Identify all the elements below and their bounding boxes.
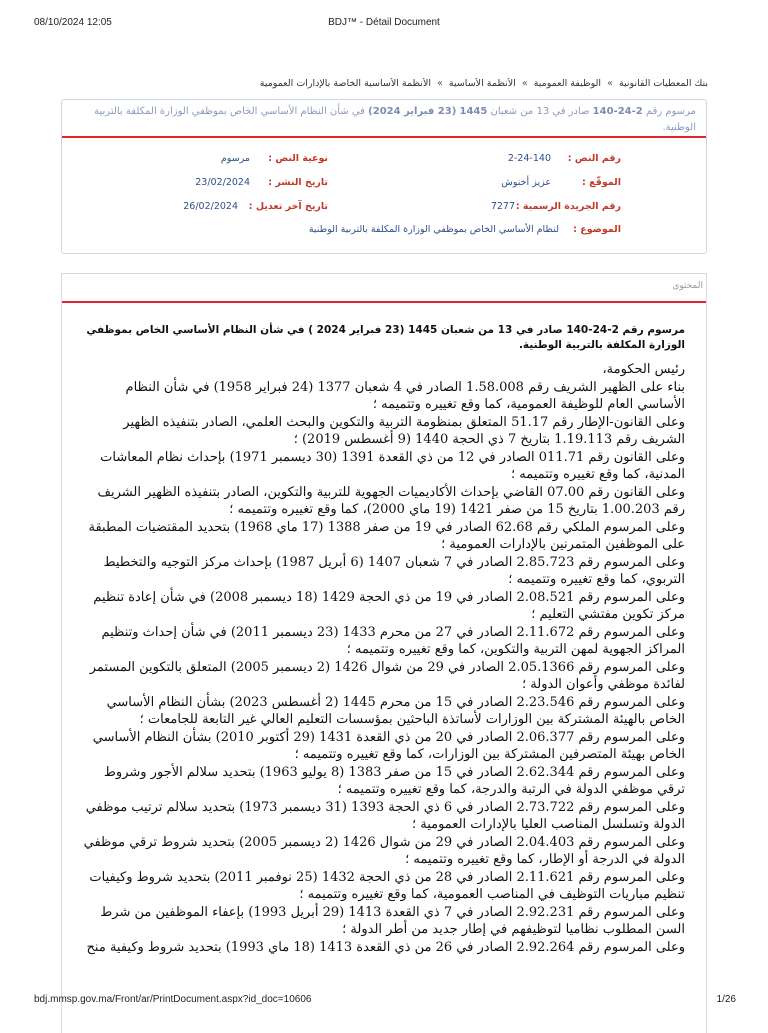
paragraph: وعلى المرسوم رقم 2.05.1366 الصادر في 29 من شوال 1426 (2 ديسمبر 2005) المتعلق بالتكوين المستمر لفائدة موظفي وأعوان الدولة ؛ [89, 659, 685, 692]
document-title-year: 1445 [459, 106, 488, 117]
content-panel [61, 273, 707, 1033]
breadcrumb-separator: » [521, 78, 528, 89]
breadcrumb [60, 78, 708, 89]
breadcrumb-item-special-statutes[interactable]: الأنظمة الأساسية الخاصة بالإدارات العمومية [259, 78, 432, 89]
paragraph: وعلى القانون-الإطار رقم 51.17 المتعلق بمنظومة التربية والتكوين والبحث العلمي، الصادر بتنفيذه الظهير الشريف رقم 1.19.113 بتاريخ 7 ذي الحجة 1440 (9 أغسطس 2019) ؛ [123, 414, 685, 447]
document-title-number: 2-24-140 [592, 106, 643, 117]
content-body [62, 303, 706, 956]
paragraph: وعلى المرسوم الملكي رقم 62.68 الصادر في 19 من صفر 1388 (17 ماي 1968) بتحديد المقتضيات المطبقة على الموظفين المتمرنين بالإدارات العمومية ؛ [88, 519, 685, 552]
print-footer [0, 994, 768, 1008]
paragraph: وعلى المرسوم رقم 2.92.231 الصادر في 7 ذي القعدة 1413 (29 أبريل 1993) بإعفاء الموظفين من شرط السن المطلوب نظاميا لتوظيفهم في إطار جديد من أطر الدولة ؛ [100, 904, 685, 937]
paragraph: وعلى المرسوم رقم 2.11.672 الصادر في 27 من محرم 1433 (23 ديسمبر 2011) في شأن إحداث وتنظيم المراكز الجهوية لمهن التربية والتكوين، كما وقع تغييره وتتميمه ؛ [101, 624, 685, 657]
meta-last-modified: تاريخ آخر تعديل :26/02/2024 [183, 201, 328, 212]
paragraph: وعلى المرسوم رقم 2.85.723 الصادر في 7 شعبان 1407 (6 أبريل 1987) بإحداث مركز التوجيه والتخطيط التربوي، كما وقع تغييره وتتميمه ؛ [103, 554, 685, 587]
print-datetime: 08/10/2024 12:05 [34, 17, 112, 28]
content-title: مرسوم رقم 2-24-140 صادر في 13 من شعبان 1445 (23 فبراير 2024 ) في شأن النظام الأساسي الخاص بموظفي الوزارة المكلفة بالتربية الوطنية. [86, 324, 685, 351]
content-header: المحتوى [672, 281, 703, 291]
paragraph: وعلى المرسوم رقم 2.73.722 الصادر في 6 ذي الحجة 1393 (31 ديسمبر 1973) بتحديد سلالم ترتيب موظفي الدولة وتسلسل المناصب العليا بالإدارات العمومية ؛ [85, 799, 685, 832]
document-metadata [62, 138, 706, 248]
meta-subject: الموضوع :لنظام الأساسي الخاص بموظفي الوزارة المكلفة بالتربية الوطنية [308, 224, 621, 235]
content-paragraphs [76, 361, 685, 956]
document-title: مرسوم رقم 2-24-140 صادر في 13 من شعبان 1445 (23 فبراير 2024) في شأن النظام الأساسي الخاص بموظفي الوزارة المكلفة بالتربية الوطنية. [94, 106, 696, 133]
paragraph: وعلى المرسوم رقم 2.92.264 الصادر في 26 من ذي القعدة 1413 (18 ماي 1993) بتحديد شروط وكيفية منح [86, 939, 685, 955]
paragraph: وعلى القانون رقم 011.71 الصادر في 12 من ذي القعدة 1391 (30 ديسمبر 1971) بإحداث نظام المعاشات المدنية، كما وقع تغييره وتتميمه ؛ [100, 449, 685, 482]
meta-publication-date: تاريخ النشر :23/02/2024 [195, 177, 328, 188]
paragraph: رئيس الحكومة، [602, 362, 685, 377]
meta-number: رقم النص :2-24-140 [507, 153, 621, 164]
paragraph: وعلى المرسوم رقم 2.11.621 الصادر في 28 من ذي الحجة 1432 (25 نوفمبر 2011) بتحديد شروط وكيفيات تنظيم مباريات التوظيف في المناصب العمومية، كما وقع تغييره وتتميمه ؛ [89, 869, 685, 902]
breadcrumb-item-public-service[interactable]: الوظيفة العمومية [533, 78, 602, 89]
document-title-date: (23 فبراير 2024) [368, 106, 457, 117]
page-number: 1/26 [716, 994, 736, 1005]
breadcrumb-item-legal-database[interactable]: بنك المعطيات القانونية [618, 78, 708, 89]
print-page-title: BDJ™ - Détail Document [328, 17, 440, 28]
paragraph: وعلى المرسوم رقم 2.23.546 الصادر في 15 من محرم 1445 (2 أغسطس 2023) بشأن النظام الأساسي الخاص بالهيئة المشتركة بين الوزارات لأساتذة الباحثين بمؤسسات التعليم العالي غير التابعة للجامعات ؛ [106, 694, 685, 727]
breadcrumb-separator: » [437, 78, 443, 89]
paragraph: وعلى المرسوم رقم 2.04.403 الصادر في 29 من شوال 1426 (2 ديسمبر 2005) بتحديد شروط ترقي موظفي الدولة في الدرجة أو الإطار، كما وقع تغييره وتتميمه ؛ [83, 834, 685, 867]
paragraph: وعلى المرسوم رقم 2.62.344 الصادر في 15 من صفر 1383 (8 يوليو 1963) بتحديد سلالم الأجور وشروط ترقي موظفي الدولة في الرتبة والدرجة، كما وقع تغييره وتتميمه ؛ [103, 764, 685, 797]
document-info-panel [61, 99, 707, 254]
breadcrumb-separator: » [607, 78, 613, 89]
meta-signatory: الموقّع :عزيز أخنوش [501, 177, 621, 188]
print-header [0, 17, 768, 31]
paragraph: وعلى المرسوم رقم 2.06.377 الصادر في 20 من ذي القعدة 1431 (29 أكتوبر 2010) بشأن النظام الأساسي الخاص بهيئة المتصرفين المشتركة بين الوزارات، كما وقع تغييره وتتميمه ؛ [92, 729, 685, 762]
breadcrumb-item-statutes[interactable]: الأنظمة الأساسية [448, 78, 516, 89]
paragraph: وعلى المرسوم رقم 2.08.521 الصادر في 19 من ذي الحجة 1429 (18 ديسمبر 2008) في شأن إعادة تنظيم مركز تكوين مفتشي التعليم ؛ [93, 589, 685, 622]
meta-subject-link[interactable]: لنظام الأساسي الخاص بموظفي الوزارة المكلفة بالتربية الوطنية [308, 224, 559, 235]
meta-type: نوعية النص :مرسوم [220, 153, 328, 164]
meta-gazette-number: رقم الجريدة الرسمية :7277 [490, 201, 621, 212]
print-url: bdj.mmsp.gov.ma/Front/ar/PrintDocument.aspx?id_doc=10606 [34, 994, 312, 1005]
paragraph: وعلى القانون رقم 07.00 القاضي بإحداث الأكاديميات الجهوية للتربية والتكوين، الصادر بتنفيذه الظهير الشريف رقم 1.00.203 بتاريخ 15 من صفر 1421 (19 ماي 2000)، كما وقع تغييره وتتميمه ؛ [97, 484, 685, 517]
paragraph: بناء على الظهير الشريف رقم 1.58.008 الصادر في 4 شعبان 1377 (24 فبراير 1958) في شأن النظام الأساسي العام للوظيفة العمومية، كما وقع تغييره وتتميمه ؛ [125, 379, 685, 412]
